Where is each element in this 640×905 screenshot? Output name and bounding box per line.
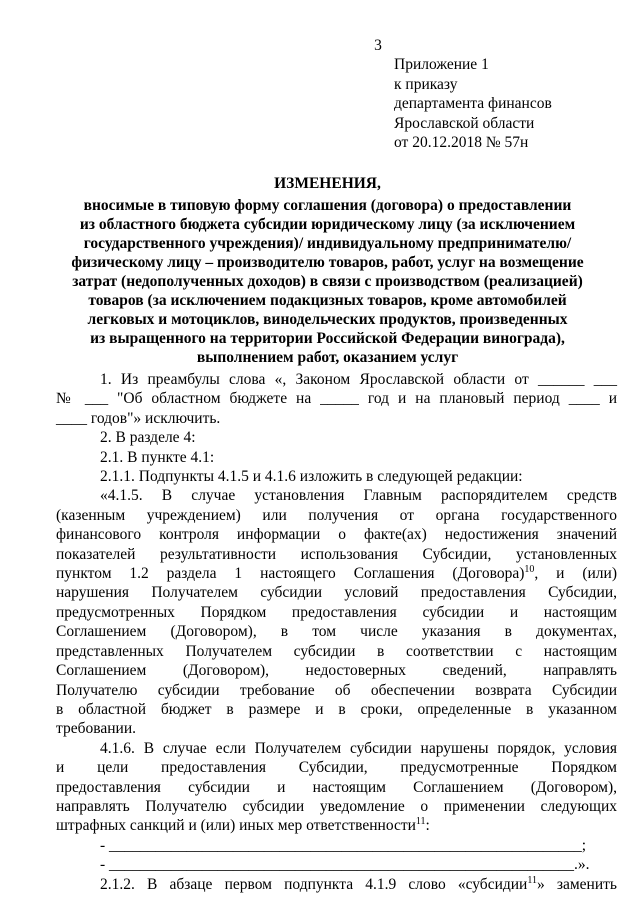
text-line: и цели предоставления Субсидии, предусмотренные Порядком <box>56 759 617 777</box>
paragraph-4 <box>56 467 617 486</box>
title-heading: ИЗМЕНЕНИЯ, <box>274 175 381 192</box>
appendix-line: к приказу <box>394 75 458 93</box>
text-line: финансового контроля информации о факте(ах) недостижения значений <box>56 526 617 544</box>
document-body <box>56 370 617 894</box>
title-line: из выращенного на территории Российской Федерации винограда), <box>90 330 565 347</box>
title-line: государственного учреждения)/ индивидуальному предпринимателю/ <box>83 235 572 252</box>
document-title <box>40 174 615 367</box>
title-line: выполнением работ, оказанием услуг <box>196 349 459 366</box>
text-line: предусмотренных Порядком предоставления субсидии и настоящим <box>56 603 617 621</box>
text-line: требовании. <box>56 720 136 738</box>
paragraph-5 <box>56 486 617 738</box>
appendix-header <box>394 55 614 153</box>
text-line-with-footnote <box>56 816 617 835</box>
title-line: вносимые в типовую форму соглашения (договора) о предоставлении <box>83 197 572 214</box>
text-line: (казенным учреждением) или получения от органа государственного <box>56 506 617 524</box>
dash-line: - _____________________________________________________________; <box>100 836 587 854</box>
text-line: показателей результативности использования Субсидии, установленных <box>56 545 617 563</box>
title-line: легковых и мотоциклов, винодельческих продуктов, произведенных <box>87 311 568 328</box>
footnote-ref: 11 <box>527 874 537 886</box>
appendix-line: от 20.12.2018 № 57н <box>394 134 529 151</box>
paragraph-3 <box>56 448 617 467</box>
paragraph-6 <box>56 739 617 836</box>
text-fragment: : <box>425 817 430 835</box>
text-line: 2.1.1. Подпункты 4.1.5 и 4.1.6 изложить в следующей редакции: <box>100 468 523 486</box>
paragraph-2 <box>56 428 617 447</box>
text-fragment: » заменить <box>536 875 617 893</box>
text-line: Получателю субсидии требование об обеспечении возврата Субсидии <box>56 681 617 699</box>
text-line: направлять Получателю субсидии уведомление о применении следующих <box>56 797 617 815</box>
text-line: № ___ "Об областном бюджете на _____ год и на плановый период ____ и <box>56 390 617 408</box>
text-line: в областной бюджет в размере и в сроки, определенные в указанном <box>56 700 617 718</box>
text-line: «4.1.5. В случае установления Главным распорядителем средств <box>100 487 617 505</box>
text-fragment: штрафных санкций и (или) иных мер ответственности <box>56 817 416 835</box>
text-line: 2. В разделе 4: <box>100 429 196 447</box>
text-line: 1. Из преамбулы слова «, Законом Ярославской области от ______ ___ <box>100 371 617 388</box>
list-items <box>56 836 617 875</box>
title-line: из областного бюджета субсидии юридическому лицу (за исключением <box>79 216 576 233</box>
page-number: 3 <box>374 37 382 54</box>
paragraph-7 <box>56 875 617 894</box>
text-fragment: 2.1.2. В абзаце первом подпункта 4.1.9 слово «субсидии <box>100 875 528 893</box>
appendix-line: Ярославской области <box>394 114 535 132</box>
footnote-ref: 11 <box>415 816 426 828</box>
title-line: физическому лицу – производителю товаров, работ, услуг на возмещение <box>71 254 584 271</box>
appendix-line: департамента финансов <box>394 95 552 112</box>
paragraph-1 <box>56 370 617 428</box>
text-line: 2.1. В пункте 4.1: <box>100 448 215 466</box>
text-line: Соглашением (Договором), недостоверных сведений, направлять <box>56 662 617 680</box>
dash-line: - ____________________________________________________________.». <box>100 856 590 874</box>
text-line: предоставления субсидии и настоящим Соглашением (Договором), <box>56 778 617 796</box>
title-line: товаров (за исключением подакцизных товаров, кроме автомобилей <box>88 292 567 309</box>
text-line: нарушения Получателем субсидии условий предоставления Субсидии, <box>56 584 617 602</box>
text-fragment: , и (или) <box>534 565 617 583</box>
text-line: Соглашением (Договором), в том числе указания в документах, <box>56 623 617 641</box>
text-line: ____ годов"» исключить. <box>56 409 221 427</box>
text-line-with-footnote <box>56 875 617 894</box>
text-fragment: пунктом 1.2 раздела 1 настоящего Соглашения (Договора) <box>56 565 525 583</box>
appendix-line: Приложение 1 <box>394 56 489 73</box>
text-line-with-footnote <box>56 564 617 583</box>
title-line: затрат (недополученных доходов) в связи с производством (реализацией) <box>72 273 583 290</box>
footnote-ref: 10 <box>524 563 535 575</box>
text-line: 4.1.6. В случае если Получателем субсидии нарушены порядок, условия <box>100 739 617 757</box>
text-line: представленных Получателем субсидии в соответствии с настоящим <box>56 642 617 660</box>
